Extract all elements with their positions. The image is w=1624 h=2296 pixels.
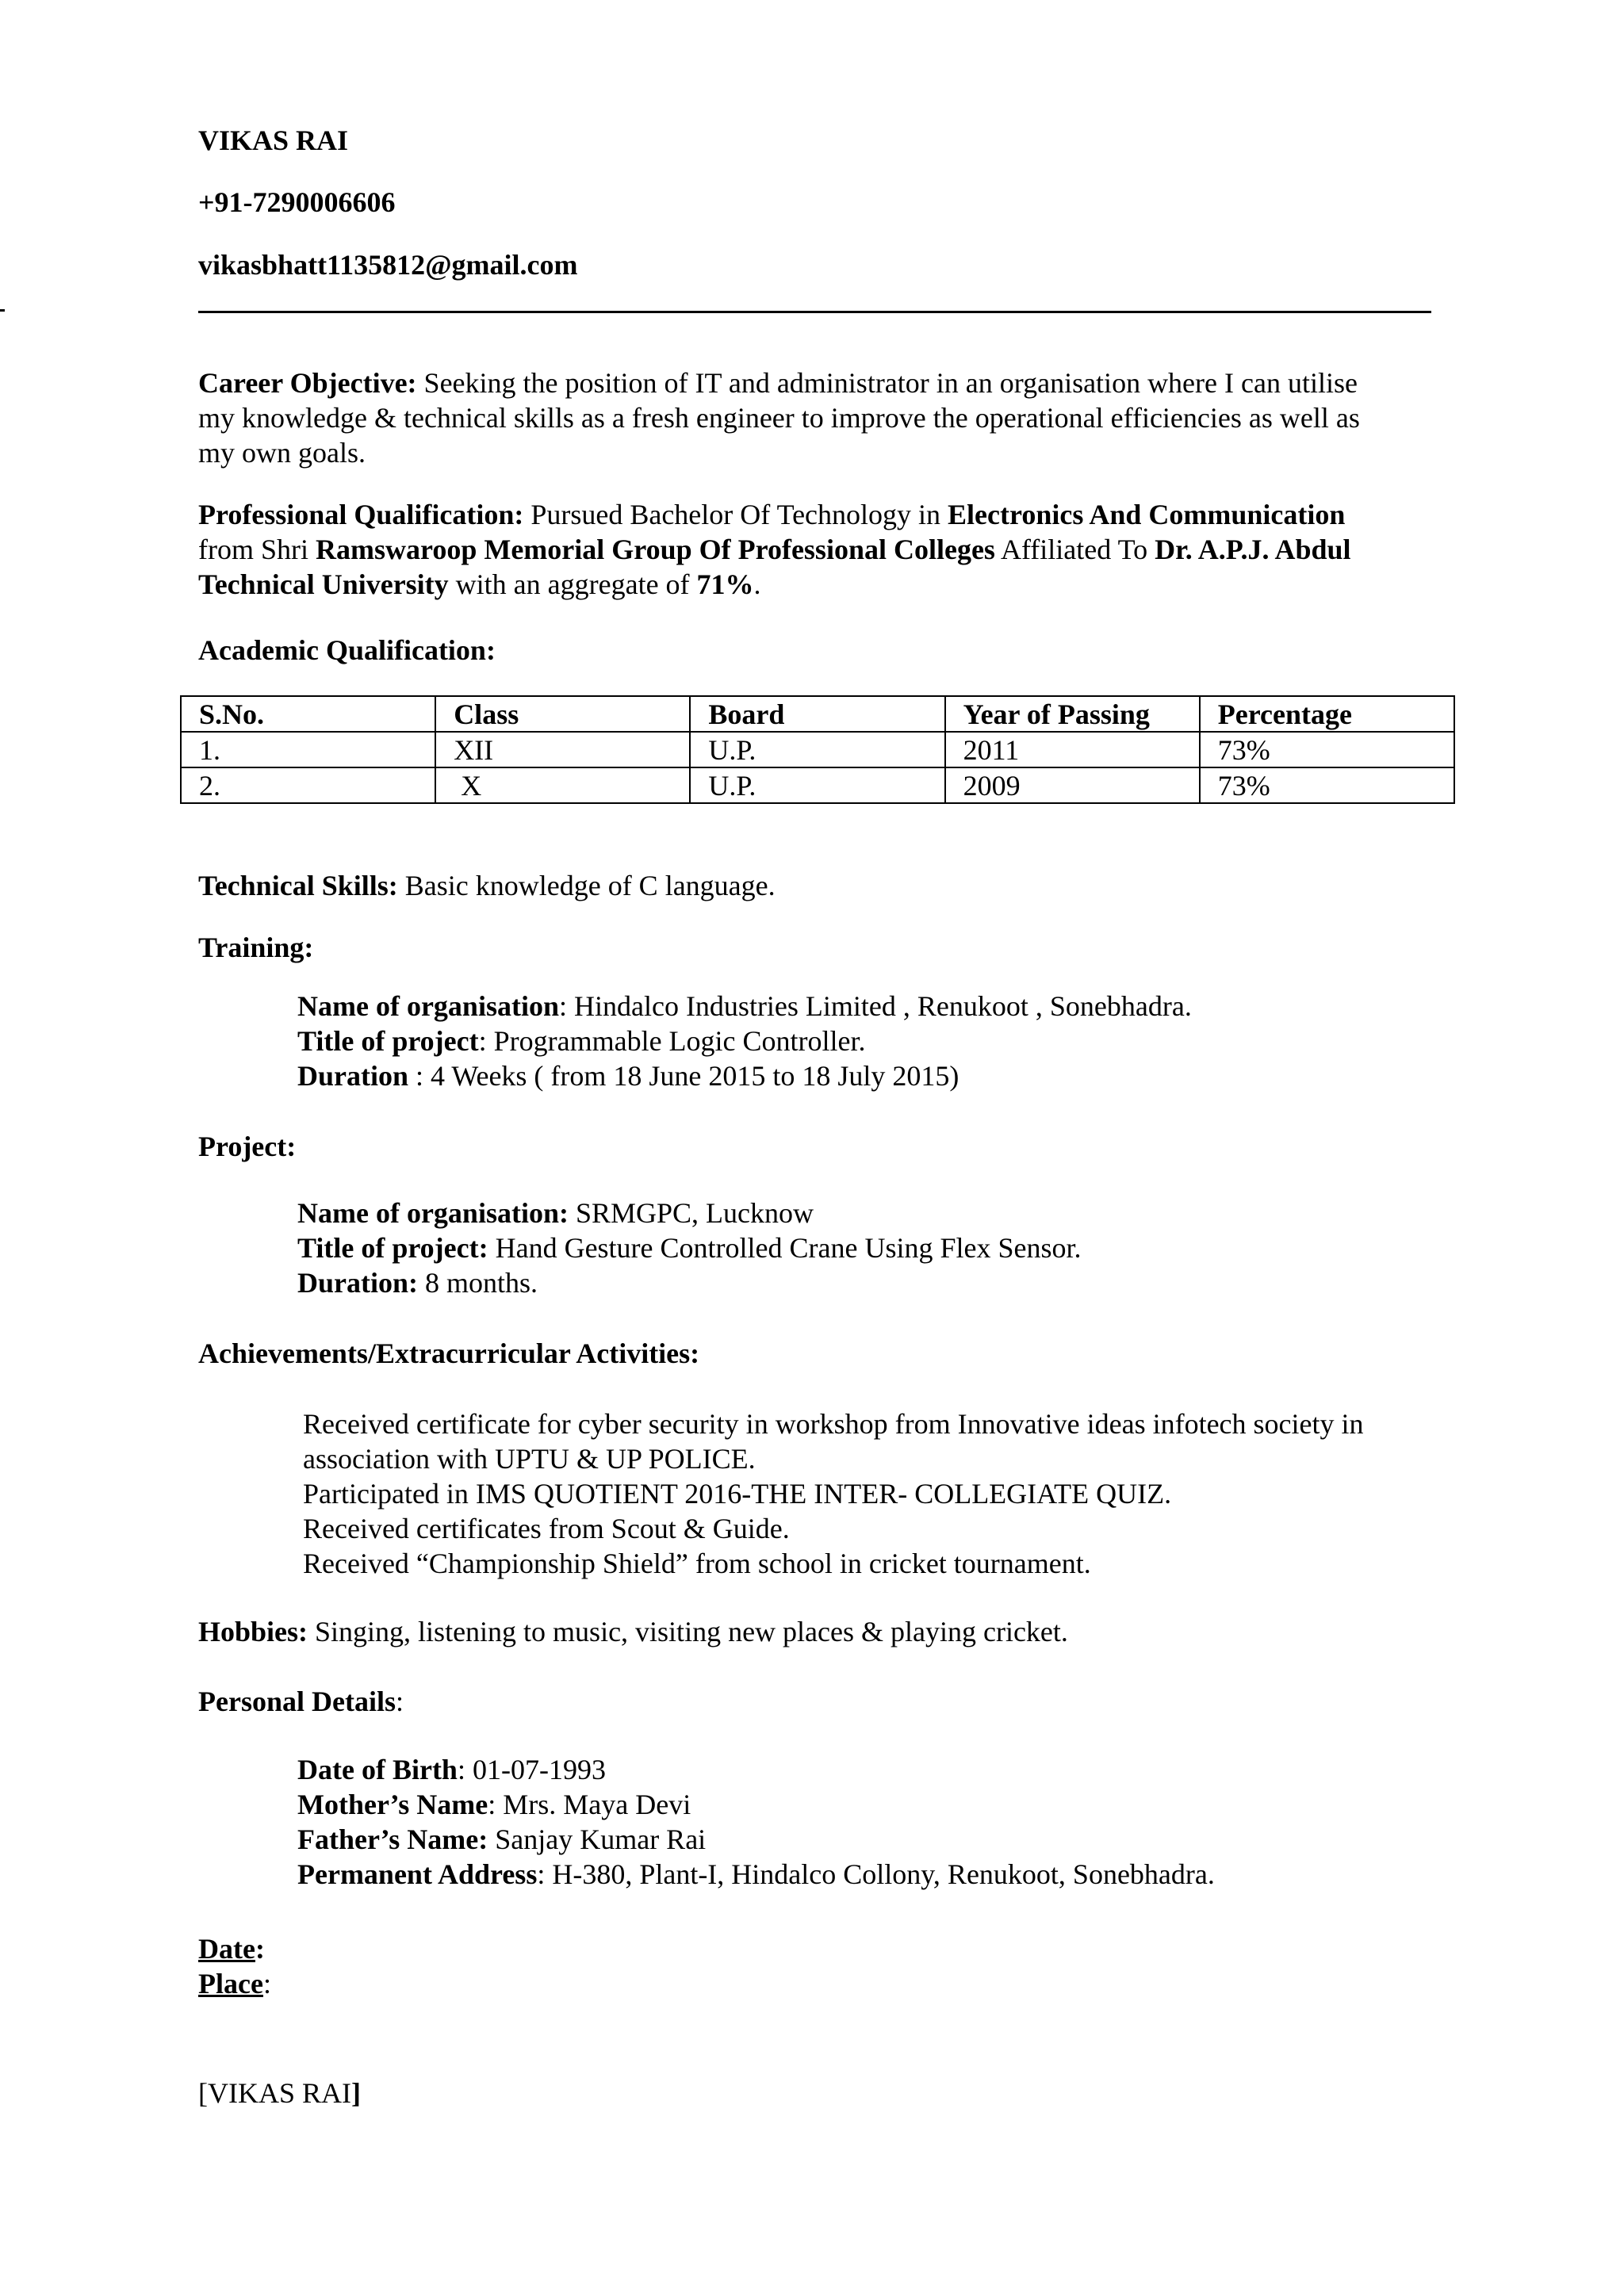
career-objective-text-3: my own goals. xyxy=(198,437,366,469)
professional-qualification-label: Professional Qualification: xyxy=(198,499,524,530)
column-header-sno: S.No. xyxy=(181,696,435,732)
table-row xyxy=(181,732,1454,767)
personal-details xyxy=(297,1752,1447,1892)
project-duration-label: Duration: xyxy=(297,1267,418,1299)
father-name-label: Father’s Name: xyxy=(297,1823,488,1855)
training-heading: Training: xyxy=(198,932,314,963)
training-org-label: Name of organisation xyxy=(297,990,559,1022)
technical-skills-value: Basic knowledge of C language. xyxy=(397,870,776,901)
project-heading: Project: xyxy=(198,1131,297,1162)
date-label: Date xyxy=(198,1933,255,1965)
table-cell: 73% xyxy=(1200,732,1454,767)
mother-name-label: Mother’s Name xyxy=(297,1789,488,1820)
pq-text-4: with an aggregate of xyxy=(448,568,697,600)
column-header-percentage: Percentage xyxy=(1200,696,1454,732)
training-title-label: Title of project xyxy=(297,1025,479,1057)
pq-text-5: . xyxy=(753,568,761,600)
project-org-value: SRMGPC, Lucknow xyxy=(568,1197,814,1229)
achievements-list xyxy=(303,1406,1453,1581)
table-cell: 2009 xyxy=(945,767,1200,803)
achievements-heading: Achievements/Extracurricular Activities: xyxy=(198,1337,700,1369)
signature-bracket: ] xyxy=(351,2077,361,2109)
mother-name-value: : Mrs. Maya Devi xyxy=(488,1789,691,1820)
table-header-row xyxy=(181,696,1454,732)
list-item: Received certificate for cyber security in workshop from Innovative ideas infotech society in xyxy=(303,1408,1364,1440)
father-name-value: Sanjay Kumar Rai xyxy=(488,1823,707,1855)
signature-name: [VIKAS RAI xyxy=(198,2077,351,2109)
career-objective-section xyxy=(198,365,1435,470)
signature xyxy=(198,2076,361,2110)
list-item: Participated in IMS QUOTIENT 2016-THE INTER- COLLEGIATE QUIZ. xyxy=(303,1478,1172,1510)
date-colon: : xyxy=(255,1933,265,1965)
place-colon: : xyxy=(262,1968,271,1999)
pq-university-2: Technical University xyxy=(198,568,449,600)
personal-details-heading xyxy=(198,1684,404,1719)
academic-qualification-heading: Academic Qualification: xyxy=(198,634,496,666)
phone-number: +91-7290006606 xyxy=(198,186,396,218)
hobbies-section xyxy=(198,1614,1068,1649)
hobbies-label: Hobbies: xyxy=(198,1616,308,1647)
personal-details-colon: : xyxy=(395,1686,404,1717)
header-divider xyxy=(198,311,1431,313)
margin-tick-mark xyxy=(0,309,5,312)
career-objective-text: Seeking the position of IT and administrator in an organisation where I can utilise xyxy=(416,367,1358,399)
pq-university-1: Dr. A.P.J. Abdul xyxy=(1155,534,1351,565)
project-duration-value: 8 months. xyxy=(418,1267,538,1299)
training-duration-value: : 4 Weeks ( from 18 June 2015 to 18 July 2015) xyxy=(408,1060,959,1092)
place-label: Place xyxy=(198,1968,263,1999)
email-address: vikasbhatt1135812@gmail.com xyxy=(198,249,578,281)
project-title-label: Title of project: xyxy=(297,1232,488,1264)
pq-branch: Electronics And Communication xyxy=(948,499,1346,530)
place-field xyxy=(198,1966,271,2001)
project-title-value: Hand Gesture Controlled Crane Using Flex Sensor. xyxy=(488,1232,1082,1264)
dob-value: : 01-07-1993 xyxy=(457,1754,606,1785)
table-cell: X xyxy=(435,767,690,803)
personal-details-title: Personal Details xyxy=(198,1686,396,1717)
table-cell: XII xyxy=(435,732,690,767)
column-header-board: Board xyxy=(690,696,944,732)
column-header-year: Year of Passing xyxy=(945,696,1200,732)
technical-skills-label: Technical Skills: xyxy=(198,870,398,901)
training-title-value: : Programmable Logic Controller. xyxy=(478,1025,866,1057)
address-label: Permanent Address xyxy=(297,1858,538,1890)
academic-table xyxy=(180,695,1455,804)
career-objective-text-2: my knowledge & technical skills as a fresh engineer to improve the operational efficiencies as well as xyxy=(198,402,1360,434)
address-value: : H-380, Plant-I, Hindalco Collony, Renukoot, Sonebhadra. xyxy=(537,1858,1215,1890)
table-cell: 73% xyxy=(1200,767,1454,803)
pq-text-1: Pursued Bachelor Of Technology in xyxy=(523,499,948,530)
table-cell: 1. xyxy=(181,732,435,767)
project-org-label: Name of organisation: xyxy=(297,1197,569,1229)
list-item: Received “Championship Shield” from school in cricket tournament. xyxy=(303,1548,1091,1579)
training-duration-label: Duration xyxy=(297,1060,409,1092)
training-org-value: : Hindalco Industries Limited , Renukoot , Sonebhadra. xyxy=(558,990,1192,1022)
project-details xyxy=(297,1196,1447,1300)
table-cell: U.P. xyxy=(690,767,944,803)
date-field xyxy=(198,1931,265,1966)
table-cell: 2. xyxy=(181,767,435,803)
table-cell: U.P. xyxy=(690,732,944,767)
column-header-class: Class xyxy=(435,696,690,732)
list-item: association with UPTU & UP POLICE. xyxy=(303,1443,756,1475)
training-details xyxy=(297,989,1447,1093)
list-item: Received certificates from Scout & Guide. xyxy=(303,1513,790,1544)
pq-text-2: from Shri xyxy=(198,534,316,565)
candidate-name: VIKAS RAI xyxy=(198,124,349,156)
table-row xyxy=(181,767,1454,803)
professional-qualification-section xyxy=(198,497,1435,602)
pq-aggregate: 71% xyxy=(696,568,754,600)
pq-college: Ramswaroop Memorial Group Of Professional Colleges xyxy=(316,534,995,565)
dob-label: Date of Birth xyxy=(297,1754,458,1785)
technical-skills-section xyxy=(198,868,776,903)
pq-text-3: Affiliated To xyxy=(994,534,1155,565)
table-cell: 2011 xyxy=(945,732,1200,767)
hobbies-value: Singing, listening to music, visiting new places & playing cricket. xyxy=(308,1616,1068,1647)
career-objective-label: Career Objective: xyxy=(198,367,417,399)
